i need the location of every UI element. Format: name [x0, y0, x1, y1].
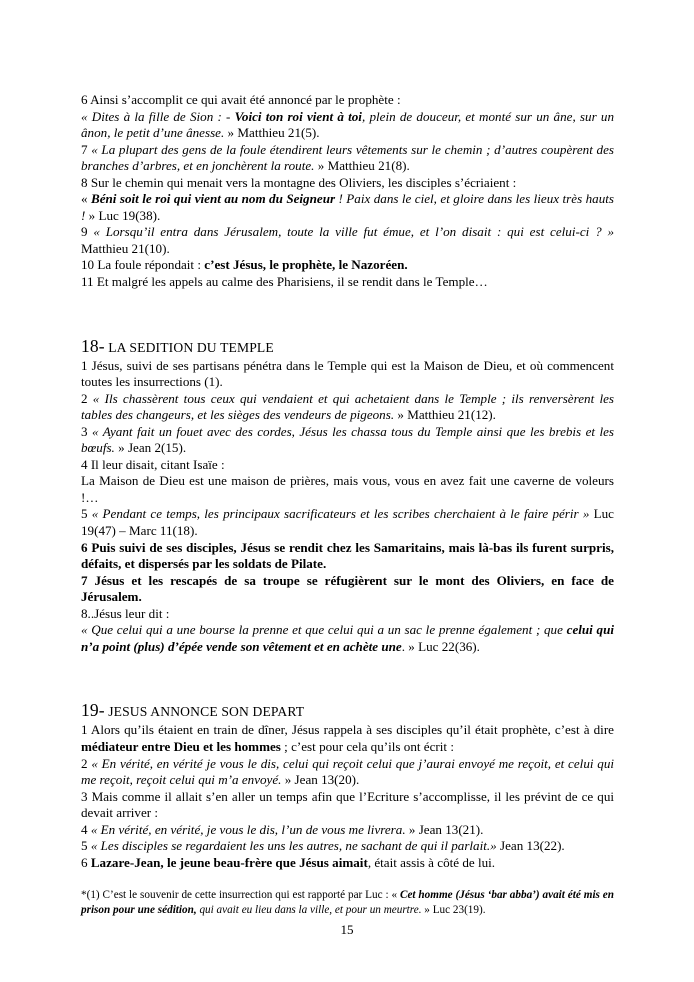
text-run: « Pendant ce temps, les principaux sacrificateurs et les scribes cherchaient à le faire périr »	[91, 506, 590, 522]
text-run: Jean 13(22).	[496, 838, 565, 854]
text-run: » Jean 13(20).	[281, 772, 360, 788]
text-run: 4 Il leur disait, citant Isaïe :	[81, 456, 225, 472]
paragraph-v8_quote	[81, 191, 614, 224]
text-run: « En vérité, en vérité je vous le dis, celui qui reçoit celui que j’aurai envoyé me reçoit, et celui qui me reçoit, reçoit celui qui m’a envoyé.	[81, 755, 615, 788]
text-run: 2	[81, 390, 93, 406]
text-run: Béni soit le roi qui vient au nom du Seigneur	[90, 191, 336, 207]
text-run: 7 Jésus et les rescapés de sa troupe se réfugièrent sur le mont des Oliviers, en face de Jérusalem.	[81, 572, 614, 605]
text-run: « Dites à la fille de Sion : -	[81, 108, 235, 124]
paragraph-s18_v6	[81, 540, 614, 573]
text-run: 3	[81, 423, 92, 439]
paragraph-v7	[81, 142, 614, 175]
section-heading-heading19	[81, 700, 614, 722]
text-run: » Luc 19(38).	[85, 207, 161, 223]
paragraph-v10	[81, 257, 614, 274]
paragraph-s19_v2	[81, 756, 614, 789]
text-run: ! Paix dans le ciel, et gloire dans les lieux très hauts !	[81, 191, 614, 223]
text-run: 6	[81, 854, 91, 870]
paragraph-s18_v4_quote	[81, 473, 614, 506]
text-run: » Jean 2(15).	[114, 440, 187, 456]
text-run: qui avait eu lieu dans la ville, et pour un meurtre.	[196, 903, 422, 916]
paragraph-s18_v5	[81, 506, 614, 539]
text-run: 8 Sur le chemin qui menait vers la montagne des Oliviers, les disciples s’écriaient :	[81, 174, 517, 190]
footnote-spacer	[81, 871, 614, 888]
paragraph-s18_v8_quote	[81, 622, 614, 655]
page-content	[81, 92, 614, 918]
text-run: Cet homme (Jésus ‘bar abba’) avait été mis en prison pour une sédition,	[81, 888, 614, 916]
paragraph-s19_v3	[81, 789, 614, 822]
text-run: 5	[81, 838, 91, 854]
text-run: Matthieu 21(10).	[81, 240, 170, 256]
text-run: celui qui n’a point (plus) d’épée vende son vêtement et en achète une	[81, 622, 614, 654]
text-run: » Matthieu 21(5).	[224, 125, 320, 141]
paragraph-s18_v8	[81, 606, 614, 623]
paragraph-s19_v6	[81, 855, 614, 872]
text-run: 11 Et malgré les appels au calme des Pharisiens, il se rendit dans le Temple…	[81, 274, 488, 290]
section-spacer	[81, 655, 614, 700]
text-run: 6 Puis suivi de ses disciples, Jésus se rendit chez les Samaritains, mais là-bas ils furent surpris, défaits, et dispersés par les soldats de Pilate.	[81, 539, 614, 572]
text-run: 10 La foule répondait :	[81, 257, 205, 273]
paragraph-s18_v4	[81, 457, 614, 474]
text-run: « Les disciples se regardaient les uns les autres, ne sachant de qui il parlait.»	[90, 838, 497, 854]
paragraph-v6_intro	[81, 92, 614, 109]
section-spacer	[81, 291, 614, 336]
paragraph-s18_v7	[81, 573, 614, 606]
page-number: 15	[340, 922, 354, 937]
text-run: Voici ton roi vient à toi	[234, 108, 362, 124]
paragraph-s19_v4	[81, 822, 614, 839]
section-number: 19-	[81, 700, 105, 721]
text-run: 4	[81, 821, 91, 837]
text-run: La Maison de Dieu est une maison de prières, mais vous, vous en avez fait une caverne de voleurs !…	[81, 473, 614, 505]
text-run: Luc 19(47) – Marc 11(18).	[81, 506, 614, 539]
text-run: » Matthieu 21(8).	[314, 158, 410, 174]
text-run: 6 Ainsi s’accomplit ce qui avait été annoncé par le prophète :	[81, 92, 401, 107]
paragraph-s19_v5	[81, 838, 614, 855]
text-run: 1 Jésus, suivi de ses partisans pénétra dans le Temple qui est la Maison de Dieu, et où commencent toutes les insurrections (1).	[81, 357, 614, 390]
text-run: 8..Jésus leur dit :	[81, 605, 170, 621]
text-run: 3 Mais comme il allait s’en aller un temps afin que l’Ecriture s’accomplisse, il les prévint de ce qui devait arriver :	[81, 788, 614, 821]
text-run: . » Luc 22(36).	[401, 638, 480, 654]
text-run: ; c’est pour cela qu’ils ont écrit :	[280, 738, 454, 754]
text-run: c’est Jésus, le prophète, le Nazoréen.	[204, 257, 408, 273]
text-run: » Luc 23(19).	[421, 903, 486, 916]
section-number: 18-	[81, 335, 105, 356]
footnote	[81, 888, 614, 918]
section-heading-heading18	[81, 336, 614, 358]
text-run: « Ils chassèrent tous ceux qui vendaient et qui achetaient dans le Temple ; ils renversèrent les tables des changeurs, et les sièges des vendeurs de pigeons.	[81, 390, 614, 423]
paragraph-s18_v3	[81, 424, 614, 457]
text-run: « Que celui qui a une bourse la prenne et que celui qui a un sac le prenne également ; que	[81, 622, 567, 638]
text-run: 5	[81, 506, 92, 522]
text-run: « La plupart des gens de la foule étendirent leurs vêtements sur le chemin ; d’autres coupèrent des branches d’arbres, et en jonchèrent la route.	[81, 141, 614, 174]
text-run: 1 Alors qu’ils étaient en train de dîner, Jésus rappela à ses disciples qu’il était prophète, c’est à dire	[81, 722, 614, 738]
text-run: 9	[81, 224, 94, 240]
text-run: Lazare-Jean, le jeune beau-frère que Jésus aimait	[90, 854, 368, 870]
section-title: JESUS ANNONCE SON DEPART	[104, 704, 305, 720]
paragraph-s19_v1	[81, 722, 614, 755]
text-run: 2	[81, 755, 92, 771]
text-run: 7	[81, 141, 92, 157]
section-title: LA SEDITION DU TEMPLE	[104, 339, 274, 355]
text-run: , plein de douceur, et monté sur un âne, sur un ânon, le petit d’une ânesse.	[81, 108, 614, 141]
text-run: » Jean 13(21).	[405, 821, 484, 837]
text-blocks-container	[81, 92, 614, 871]
text-run: « Ayant fait un fouet avec des cordes, Jésus les chassa tous du Temple ainsi que les brebis et les bœufs.	[81, 423, 614, 456]
text-run: « En vérité, en vérité, je vous le dis, l’un de vous me livrera.	[90, 821, 406, 837]
text-run: , était assis à côté de lui.	[367, 854, 496, 870]
paragraph-v6_quote	[81, 109, 614, 142]
text-run: « Lorsqu’il entra dans Jérusalem, toute la ville fut émue, et l’on disait : qui est celui-ci ? »	[93, 224, 614, 240]
paragraph-v8	[81, 175, 614, 192]
paragraph-v11	[81, 274, 614, 291]
paragraph-s18_v1	[81, 358, 614, 391]
paragraph-s18_v2	[81, 391, 614, 424]
text-run: » Matthieu 21(12).	[394, 407, 496, 423]
paragraph-v9	[81, 224, 614, 257]
text-run: médiateur entre Dieu et les hommes	[81, 738, 281, 754]
text-run: «	[81, 191, 91, 207]
text-run: *(1) C’est le souvenir de cette insurrection qui est rapporté par Luc : «	[81, 888, 400, 901]
